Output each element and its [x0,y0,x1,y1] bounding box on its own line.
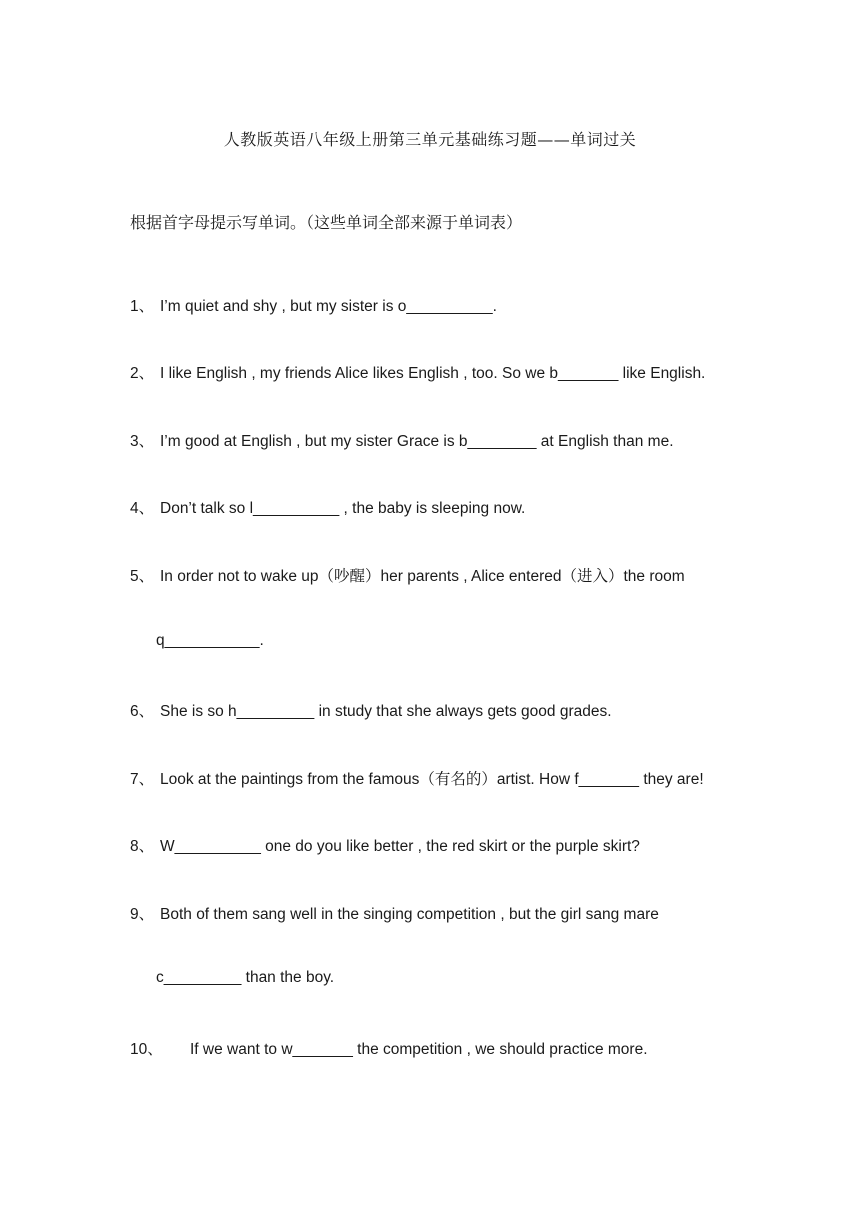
question-number: 5、 [130,568,155,585]
question-text: W__________ one do you like better , the red skirt or the purple skirt? [160,838,640,855]
question-number: 6、 [130,703,155,720]
question-text: Don’t talk so l__________ , the baby is sleeping now. [160,500,526,517]
question-number: 10、 [130,1041,163,1058]
question-10 [130,1037,648,1059]
question-text: I like English , my friends Alice likes English , too. So we b_______ like English. [160,365,706,382]
instruction-text: 根据首字母提示写单词。（这些单词全部来源于单词表） [130,213,523,232]
question-5 [130,564,685,586]
question-text: She is so h_________ in study that she always gets good grades. [160,703,612,720]
question-3 [130,429,674,451]
question-4 [130,496,525,518]
question-text: I’m good at English , but my sister Grace is b________ at English than me. [160,433,674,450]
question-number: 9、 [130,906,155,923]
question-number: 8、 [130,838,155,855]
question-2 [130,361,705,383]
question-1 [130,294,497,316]
question-5-continuation: q___________. [156,632,264,649]
question-9 [130,902,659,924]
question-number: 2、 [130,365,155,382]
question-text: If we want to w_______ the competition , we should practice more. [190,1041,648,1058]
question-text: Both of them sang well in the singing competition , but the girl sang mare [160,906,659,923]
question-7 [130,767,704,789]
question-text: Look at the paintings from the famous（有名的）artist. How f_______ they are! [160,771,704,788]
question-number: 3、 [130,433,155,450]
page-title: 人教版英语八年级上册第三单元基础练习题——单词过关 [223,130,637,149]
question-number: 4、 [130,500,155,517]
question-number: 1、 [130,298,155,315]
question-number: 7、 [130,771,155,788]
question-text: I’m quiet and shy , but my sister is o__________. [160,298,497,315]
question-text: In order not to wake up（吵醒）her parents , Alice entered（进入）the room [160,568,685,585]
question-9-continuation: c_________ than the boy. [156,969,335,986]
question-6 [130,699,612,721]
question-8 [130,834,640,856]
